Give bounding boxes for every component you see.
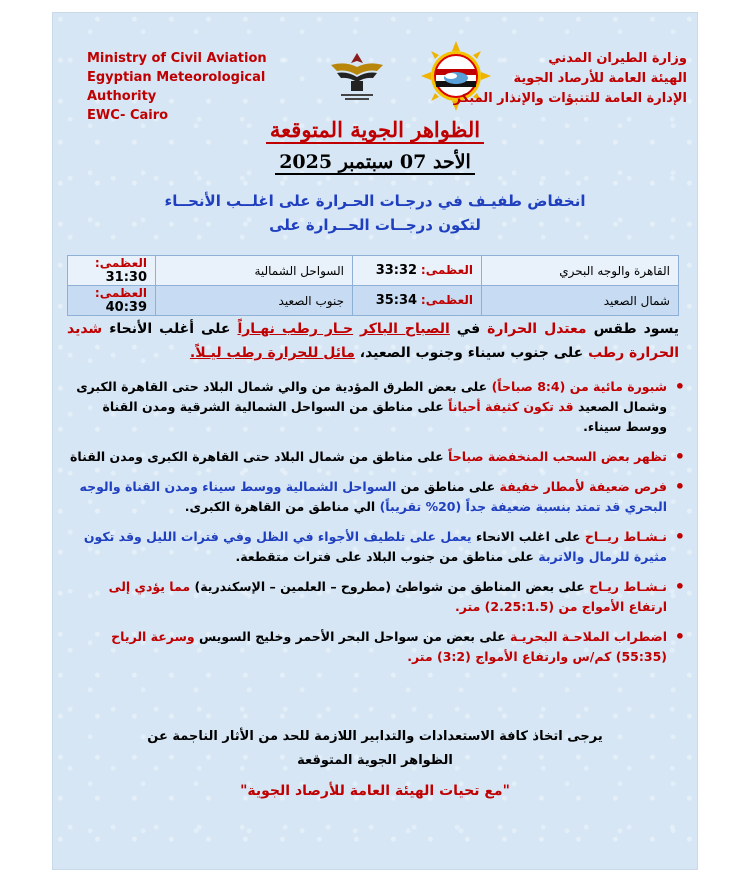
item-part: على مناطق من [400, 479, 496, 494]
forecast-list [67, 377, 689, 677]
intro-part: شديد الحرارة رطب [67, 321, 679, 361]
closing-line2: الظواهر الجوية المتوقعة [297, 753, 453, 768]
temperature-table [67, 255, 679, 316]
header-english [87, 49, 327, 125]
intro-part: على أغلب الأنحاء [109, 321, 231, 337]
item-part: على مناطق من شمال البلاد حتى القاهرة الكبرى ومدن القناة [70, 449, 444, 464]
item-part: على مناطق من جنوب البلاد على فترات متقطعة. [235, 549, 534, 564]
temp-cell [353, 256, 482, 286]
item-part: على اغلب الانحاء [475, 529, 581, 544]
city-cell [156, 256, 353, 286]
item-part: الي مناطق من القاهرة الكبرى. [184, 499, 376, 514]
temp-cell [68, 286, 156, 316]
city-name: السواحل الشمالية [254, 263, 344, 278]
max-label: العظمى: [420, 293, 473, 307]
item-part: نـشـاط ريـاح [589, 579, 667, 594]
temp-value: 40:39 [105, 300, 147, 315]
city-cell [482, 286, 679, 316]
intro-part: يسود طقس [593, 321, 680, 337]
list-item [67, 577, 667, 617]
intro-part: على جنوب سيناء وجنوب الصعيد، [359, 345, 584, 361]
max-label: العظمى: [94, 286, 147, 300]
header-ar-line: وزارة الطيران المدني [548, 51, 687, 66]
item-part: السواحل الشمالية ووسط سيناء ومدن القناة والوجه البحري قد تمتد بنسبة ضعيفة جداً (20% تقريباً) [79, 479, 667, 514]
header-arabic [437, 49, 687, 109]
headline-line2: لتكون درجــات الحــرارة على [269, 216, 481, 234]
max-label: العظمى: [420, 263, 473, 277]
intro-part: معتدل الحرارة [487, 321, 587, 337]
item-part: فرص ضعيفة لأمطار خفيفة [499, 479, 667, 494]
intro-part: الصباح الباكر [360, 321, 450, 337]
intro-part: مائل للحرارة رطب ليـلاً. [189, 345, 355, 361]
header-ar-line: الإدارة العامة للتنبؤات والإنذار المبكر [453, 91, 687, 106]
civil-aviation-logo [327, 47, 387, 103]
city-name: شمال الصعيد [603, 293, 670, 308]
item-part: على بعض من سواحل البحر الأحمر وخليج السويس [199, 629, 506, 644]
list-item [67, 477, 667, 517]
temp-cell [68, 256, 156, 286]
table-row [68, 286, 679, 316]
item-part: مما يؤدي إلى ارتفاع الأمواج من (2.25:1.5) متر. [108, 579, 667, 614]
bulletin-page [52, 12, 698, 870]
city-cell [482, 256, 679, 286]
item-part: على مناطق من السواحل الشمالية الشرقية ومدن القناة ووسط سيناء. [102, 399, 667, 434]
item-part: شبورة مائية من (8:4 صباحاً) [491, 379, 667, 394]
max-label: العظمى: [94, 256, 147, 270]
header-en-line: Egyptian Meteorological Authority [87, 70, 266, 104]
item-part: على بعض الطرق المؤدية من والي شمال البلاد حتى القاهرة الكبرى وشمال الصعيد [76, 379, 667, 414]
city-name: جنوب الصعيد [278, 293, 344, 308]
temp-value: 35:34 [375, 293, 418, 308]
list-item [67, 627, 667, 667]
temp-value: 31:30 [105, 270, 147, 285]
header-en-line: EWC- Cairo [87, 108, 169, 123]
intro-paragraph [67, 317, 679, 365]
item-part: نـشـاط ريــاح [584, 529, 667, 544]
list-item [67, 377, 667, 437]
closing-line1: يرجى اتخاذ كافة الاستعدادات والتدابير اللازمة للحد من الأثار الناجمة عن [147, 729, 603, 744]
closing-note [53, 725, 697, 773]
header-ar-line: الهيئة العامة للأرصاد الجوية [513, 71, 687, 86]
list-item [67, 527, 667, 567]
item-part: يعمل على تلطيف الأجواء في الظل وفي فترات الليل وقد تكون مثيرة للرمال والاتربة [83, 529, 667, 564]
page-title [53, 117, 697, 142]
city-name: القاهرة والوجه البحري [559, 263, 670, 278]
headline-line1: انخفاض طفيـف في درجـات الحـرارة على اغلــب الأنحــاء [164, 192, 586, 210]
intro-part: في [456, 321, 481, 337]
temp-cell [353, 286, 482, 316]
date-text: الأحد 07 سبتمبر 2025 [275, 151, 475, 175]
headline [53, 189, 697, 237]
item-part: اضطراب الملاحـة البحريـة [510, 629, 667, 644]
header-en-line: Ministry of Civil Aviation [87, 51, 267, 66]
item-part: وسرعة الرياح (55:35) كم/س وارتفاع الأمواج (3:2) متر. [111, 629, 667, 664]
greeting: "مع تحيات الهيئة العامة للأرصاد الجوية" [240, 783, 510, 799]
bulletin-date [53, 151, 697, 173]
temp-value: 33:32 [375, 263, 418, 278]
intro-part: حـار رطب نهـاراً [237, 321, 354, 337]
item-part: قد تكون كثيفة أحياناً [448, 399, 574, 414]
item-part: تظهر بعض السحب المنخفضة صباحاً [448, 449, 667, 464]
item-part: على بعض المناطق من شواطئ (مطروح – العلمين – الإسكندرية) [194, 579, 585, 594]
table-row [68, 256, 679, 286]
list-item [67, 447, 667, 467]
city-cell [156, 286, 353, 316]
title-text: الظواهر الجوية المتوقعة [266, 117, 484, 144]
